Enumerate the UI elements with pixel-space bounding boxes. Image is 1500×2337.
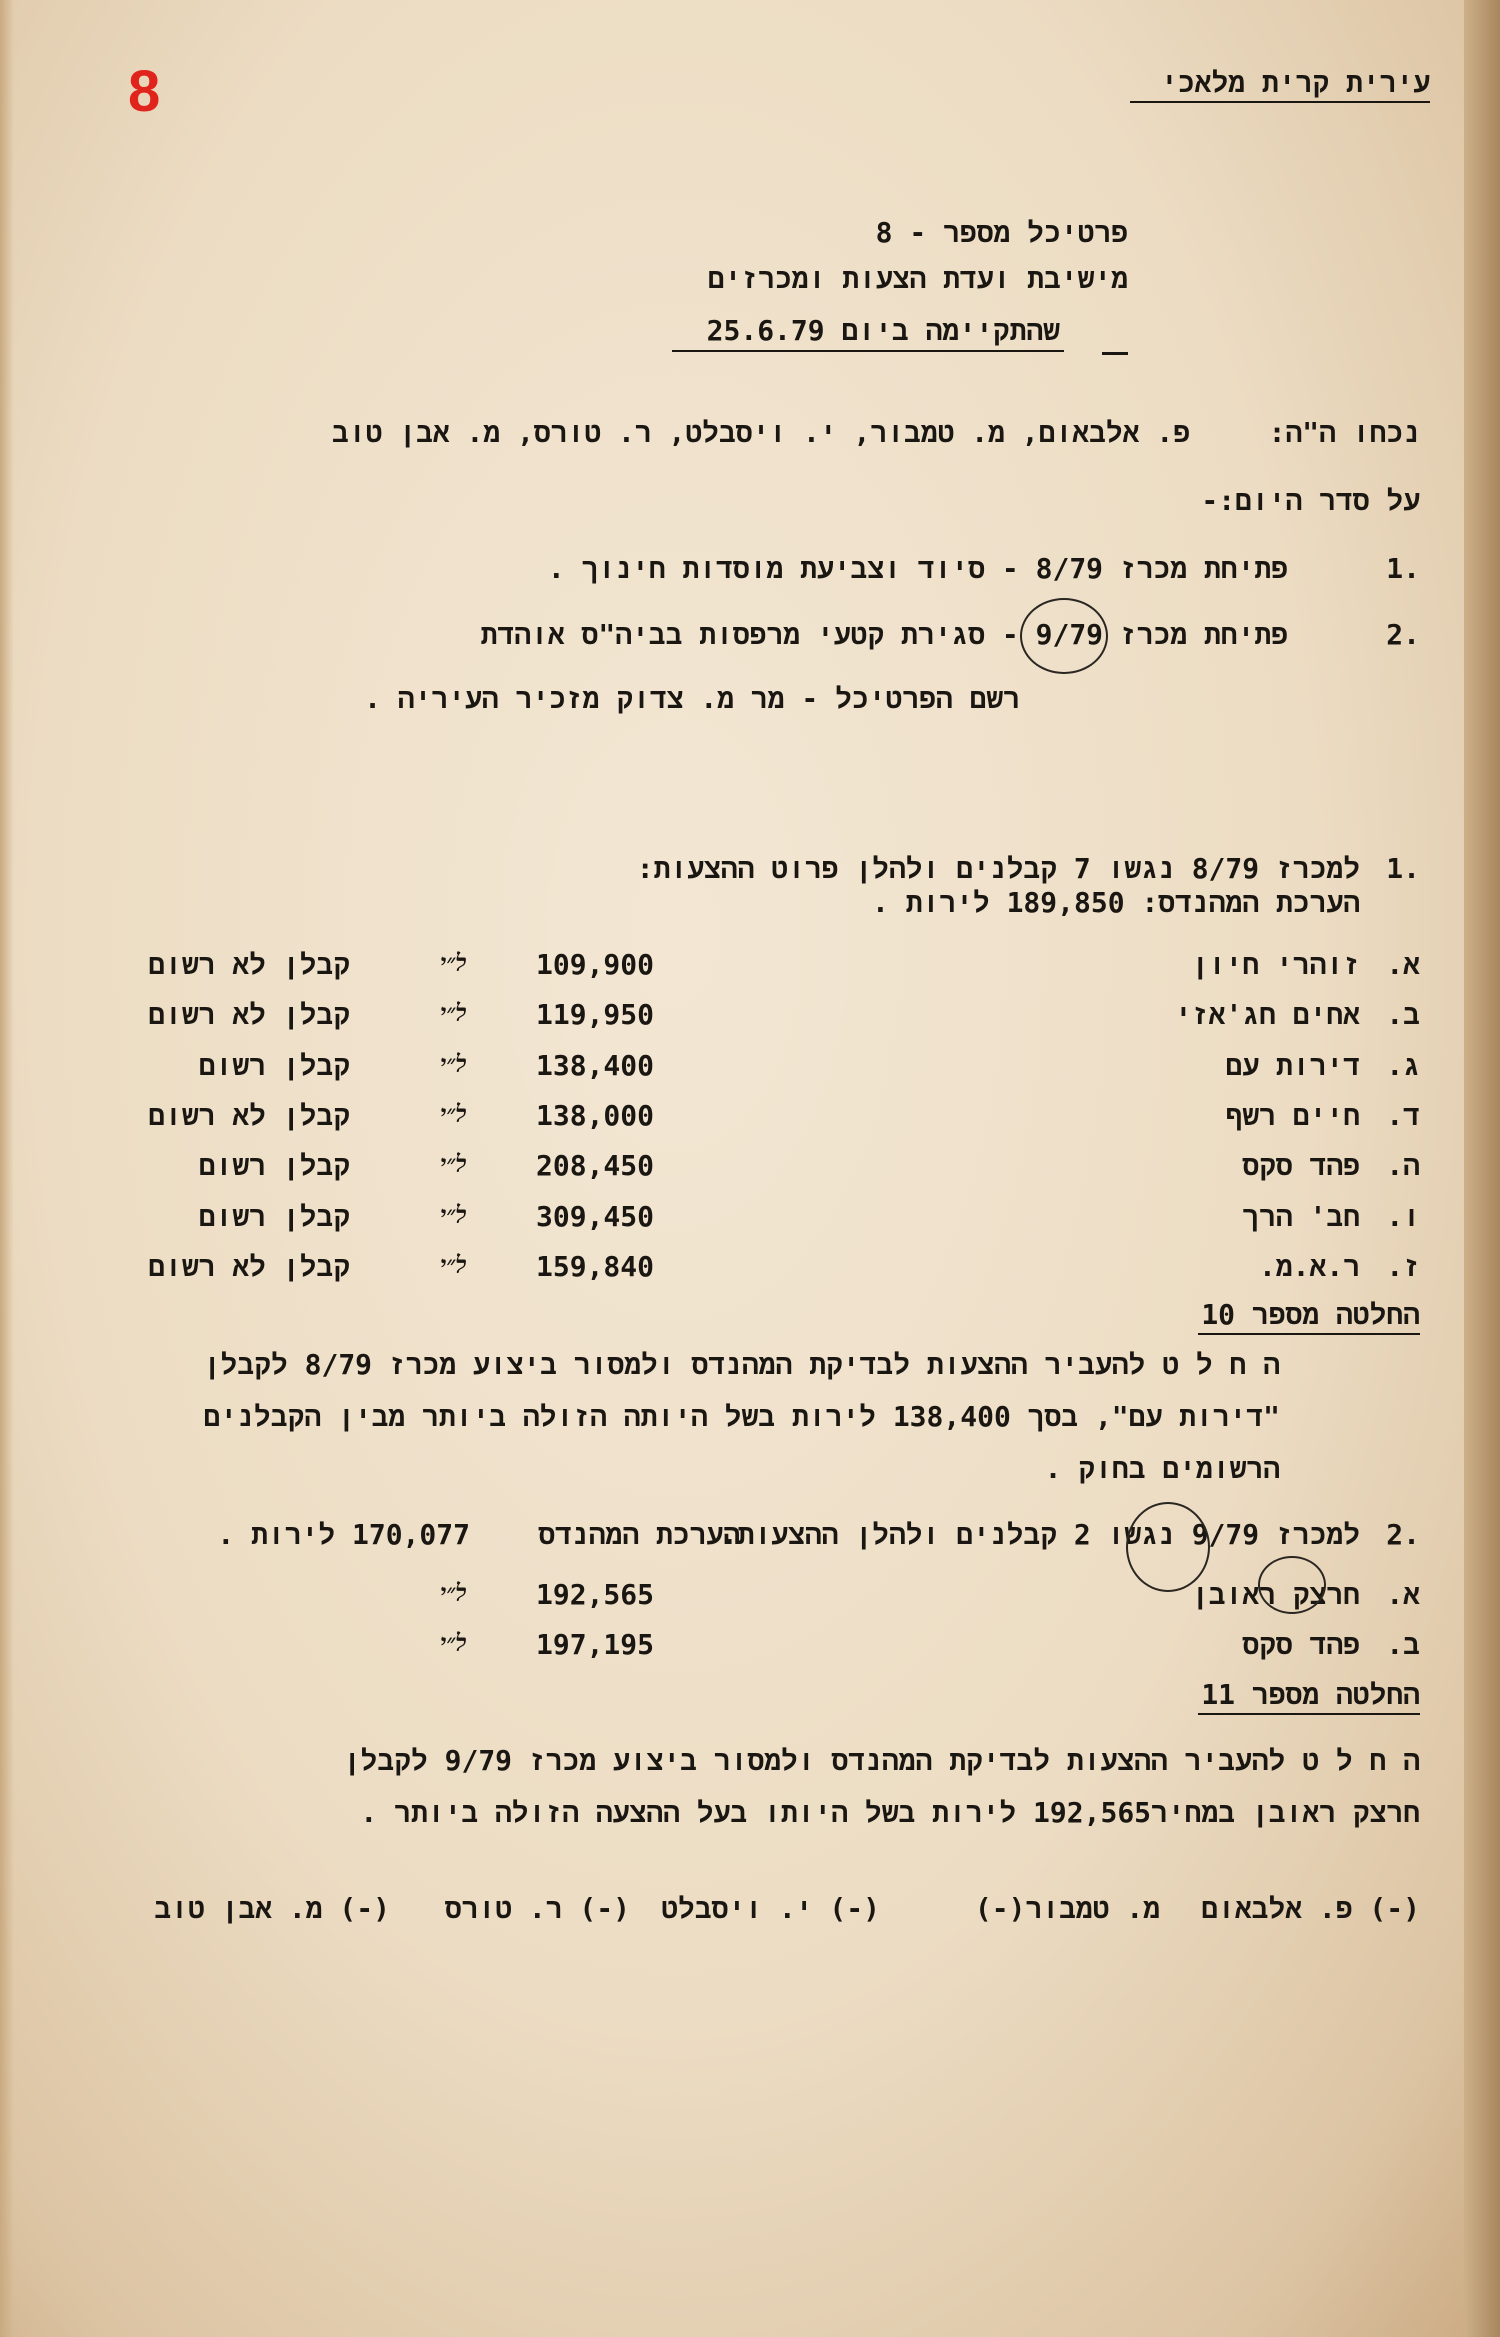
protocol-number: פרטיכל מספר - 8	[875, 216, 1128, 249]
agenda-item: פתיחת מכרז 8/79 - סיוד וצביעת מוסדות חינוך .	[547, 552, 1288, 585]
registration-status: קבלן רשום	[198, 1199, 350, 1233]
decision-title: החלטה מספר 10	[1198, 1298, 1420, 1335]
bid-amount: 309,450	[536, 1199, 655, 1233]
bidder-name: חיים רשף	[1225, 1098, 1360, 1132]
agenda-title: על סדר היום:-	[1201, 484, 1420, 517]
decision-line: חרצק ראובן במחיר192,565 לירות בשל היותו בעל ההצעה הזולה ביותר .	[360, 1796, 1420, 1829]
bid-amount: 208,450	[536, 1149, 655, 1183]
bidder-name: דירות עם	[1225, 1048, 1360, 1082]
decision-line: הרשומים בחוק .	[1044, 1452, 1280, 1485]
bid-amount: 138,000	[536, 1098, 655, 1132]
bidder-name: פהד סקס	[1242, 1628, 1360, 1661]
bid-letter: ב.	[1386, 998, 1420, 1032]
attendees-label: נכחו ה"ה:	[1268, 416, 1420, 449]
bidder-name: ר.א.מ.	[1259, 1249, 1360, 1283]
currency-unit: ל״י	[440, 998, 467, 1028]
decision-line: ה ח ל ט להעביר ההצעות לבדיקת המהנדס ולמסור ביצוע מכרז 9/79 לקבלן	[343, 1744, 1420, 1777]
agenda-item: פתיחת מכרז 9/79 - סגירת קטעי מרפסות בביה"ס אוהדת	[480, 618, 1288, 651]
bidder-name: פהד סקס	[1242, 1149, 1360, 1183]
currency-unit: ל״י	[440, 1098, 467, 1128]
handwritten-circle	[1020, 598, 1108, 674]
bid-letter: א.	[1386, 1578, 1420, 1611]
signature: (-) פ. אלבאום	[1201, 1892, 1420, 1925]
bid-amount: 159,840	[536, 1249, 655, 1283]
decision-title: החלטה מספר 11	[1198, 1678, 1420, 1715]
currency-unit: ל״י	[440, 1199, 467, 1229]
estimate-value: 170,077 לירות .	[217, 1518, 470, 1551]
page-edge-left	[0, 0, 14, 2337]
currency-unit: ל״י	[440, 1249, 467, 1279]
registration-status: קבלן לא רשום	[148, 998, 350, 1032]
decision-line: "דירות עם", בסך 138,400 לירות בשל היותה הזולה ביותר מבין הקבלנים	[203, 1400, 1280, 1433]
bidder-name: חרצק ראובן	[1191, 1578, 1360, 1611]
tender-number: 2.	[1386, 1518, 1420, 1551]
date-underline	[672, 350, 1064, 352]
bid-amount: 109,900	[536, 948, 655, 981]
dash-mark	[1102, 352, 1128, 355]
currency-unit: ל״י	[440, 1628, 467, 1657]
decision-line: ה ח ל ט להעביר ההצעות לבדיקת המהנדס ולמסור ביצוע מכרז 8/79 לקבלן	[203, 1348, 1280, 1381]
page-edge-right	[1464, 0, 1500, 2337]
handwritten-circle	[1258, 1556, 1326, 1614]
bid-letter: ה.	[1386, 1149, 1420, 1183]
registration-status: קבלן לא רשום	[148, 1098, 350, 1132]
recorder-line: רשם הפרטיכל - מר מ. צדוק מזכיר העיריה .	[364, 682, 1020, 715]
signature: (-) מ. אבן טוב	[154, 1892, 390, 1925]
page-number: 8	[128, 59, 161, 124]
registration-status: קבלן לא רשום	[148, 1249, 350, 1283]
registration-status: קבלן רשום	[198, 1149, 350, 1183]
signature: מ. טמבור(-)	[974, 1892, 1160, 1925]
bid-letter: ז.	[1386, 1249, 1420, 1283]
currency-unit: ל״י	[440, 1048, 467, 1078]
signature: (-) ר. טורס	[444, 1892, 630, 1925]
letterhead: עירית קרית מלאכי	[1130, 66, 1430, 103]
currency-unit: ל״י	[440, 1578, 467, 1607]
registration-status: קבלן לא רשום	[148, 948, 350, 981]
tender-intro: למכרז 8/79 נגשו 7 קבלנים ולהלן פרוט ההצעות:	[636, 852, 1360, 885]
agenda-item-number: 1.	[1386, 552, 1420, 585]
attendees-names: פ. אלבאום, מ. טמבור, י. ויסבלט, ר. טורס, מ. אבן טוב	[332, 416, 1190, 449]
signature: (-) י. ויסבלט	[661, 1892, 880, 1925]
registration-status: קבלן רשום	[198, 1048, 350, 1082]
currency-unit: ל״י	[440, 1149, 467, 1179]
committee-title: מישיבת ועדת הצעות ומכרזים	[707, 262, 1128, 295]
bid-letter: ו.	[1386, 1199, 1420, 1233]
estimate-label: הערכת המהנדס	[538, 1518, 740, 1551]
bidder-name: אחים חג'אזי	[1175, 998, 1360, 1032]
currency-unit: ל״י	[440, 948, 467, 977]
bid-letter: ג.	[1386, 1048, 1420, 1082]
bid-letter: א.	[1386, 948, 1420, 981]
bid-amount: 197,195	[536, 1628, 655, 1661]
tender-number: 1.	[1386, 852, 1420, 885]
tender-intro: למכרז 9/79 נגשו 2 קבלנים ולהלן ההצעות.	[720, 1518, 1360, 1551]
bidder-name: חב' הרך	[1242, 1199, 1360, 1233]
agenda-item-number: 2.	[1386, 618, 1420, 651]
bid-letter: ב.	[1386, 1628, 1420, 1661]
bid-amount: 119,950	[536, 998, 655, 1032]
bid-amount: 192,565	[536, 1578, 655, 1611]
bid-letter: ד.	[1386, 1098, 1420, 1132]
engineer-estimate: הערכת המהנדס: 189,850 לירות .	[871, 886, 1360, 919]
meeting-date: שהתקיימה ביום 25.6.79	[706, 314, 1060, 347]
bidder-name: זוהרי חיון	[1191, 948, 1360, 981]
bid-amount: 138,400	[536, 1048, 655, 1082]
